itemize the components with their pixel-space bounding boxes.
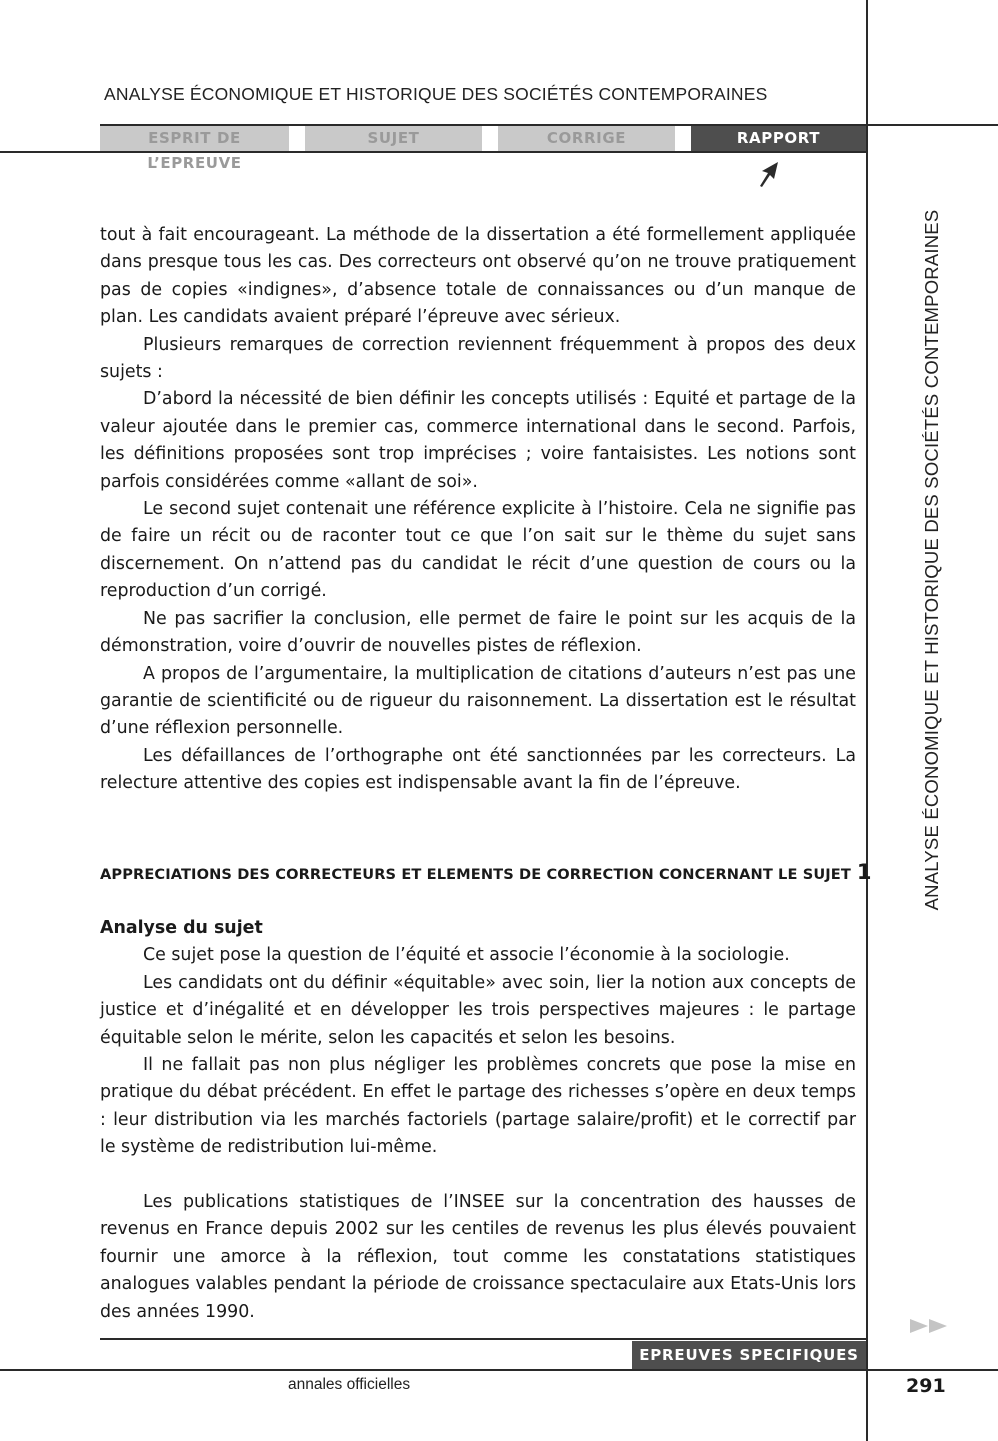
report-body xyxy=(100,222,856,798)
body-paragraph: A propos de l’argumentaire, la multiplication de citations d’auteurs n’est pas une garantie de scientificité ou de rigueur du raisonnement. La dissertation est le résultat d’une réflexion personnelle. xyxy=(100,663,856,739)
next-page-icon[interactable] xyxy=(908,1317,950,1335)
sidebar-vertical-title: ANALYSE ÉCONOMIQUE ET HISTORIQUE DES SOCIÉTÉS CONTEMPORAINES xyxy=(921,209,942,911)
tab-esprit-de-l-epreuve[interactable]: ESPRIT DE L’EPREUVE xyxy=(100,126,289,151)
body-paragraph: tout à fait encourageant. La méthode de la dissertation a été formellement appliquée dans presque tous les cas. Des correcteurs ont observé qu’on ne trouve pratiquement pas de copies «indignes», d’absence totale de connaissances ou d’un manque de plan. Les candidats avaient préparé l’épreuve avec sérieux. xyxy=(100,225,856,328)
body-paragraph: Ne pas sacrifier la conclusion, elle permet de faire le point sur les acquis de la démonstration, voire d’ouvrir de nouvelles pistes de réflexion. xyxy=(100,608,856,657)
tab-rapport[interactable]: RAPPORT xyxy=(691,126,866,151)
footer-rule xyxy=(0,1369,998,1371)
body-paragraph: Le second sujet contenait une référence explicite à l’histoire. Cela ne signifie pas de faire un récit ou de raconter tout ce que l’on sait sur le thème du sujet sans discernement. On n’attend pas du candidat le récit d’une question de cours ou la reproduction d’un corrigé. xyxy=(100,499,856,602)
tab-sujet[interactable]: SUJET xyxy=(305,126,482,151)
section-heading-text: APPRECIATIONS DES CORRECTEURS ET ELEMENTS DE CORRECTION CONCERNANT LE SUJET xyxy=(100,866,851,883)
section-paragraph: Il ne fallait pas non plus négliger les problèmes concrets que pose la mise en pratique du débat précédent. En effet le partage des richesses s’opère en deux temps : leur distribution via les marchés factoriels (partage salaire/profit) et le correctif par le système de redistribution lui-même. xyxy=(100,1055,856,1158)
page-header-title: ANALYSE ÉCONOMIQUE ET HISTORIQUE DES SOCIÉTÉS CONTEMPORAINES xyxy=(104,84,768,104)
page-number: 291 xyxy=(906,1375,946,1397)
tab-corrige[interactable]: CORRIGE xyxy=(498,126,675,151)
body-paragraph: Plusieurs remarques de correction reviennent fréquemment à propos des deux sujets : xyxy=(100,334,856,383)
section-paragraph: Les publications statistiques de l’INSEE sur la concentration des hausses de revenus en France depuis 2002 sur les centiles de revenus les plus élevés pouvaient fournir une amorce à la réflexion, tout comme les constatations statistiques analogues valables pendant la période de croissance spectaculaire aux Etats-Unis lors des années 1990. xyxy=(100,1192,856,1322)
section-body xyxy=(100,915,856,1326)
subheading: Analyse du sujet xyxy=(100,918,263,938)
publisher-label: annales officielles xyxy=(288,1376,411,1393)
footer-divider xyxy=(100,1338,868,1340)
vertical-rule xyxy=(866,0,868,1441)
footer-section-label: EPREUVES SPECIFIQUES xyxy=(632,1341,866,1369)
tabs-divider xyxy=(0,151,868,153)
section-number: 1 xyxy=(856,860,872,884)
section-heading xyxy=(100,860,872,884)
section-paragraph: Ce sujet pose la question de l’équité et associe l’économie à la sociologie. xyxy=(143,945,790,966)
body-paragraph: D’abord la nécessité de bien définir les concepts utilisés : Equité et partage de la valeur ajoutée dans le premier cas, commerce international dans le second. Parfois, les définitions proposées sont trop imprécises ; voire fantaisistes. Les notions sont parfois considérées comme «allant de soi». xyxy=(100,389,856,492)
section-paragraph: Les candidats ont du définir «équitable» avec soin, lier la notion aux concepts de justice et d’inégalité et en développer les trois perspectives majeures : le partage équitable selon le mérite, selon les capacités et selon les besoins. xyxy=(100,972,856,1048)
body-paragraph: Les défaillances de l’orthographe ont été sanctionnées par les correcteurs. La relecture attentive des copies est indispensable avant la fin de l’épreuve. xyxy=(100,745,856,794)
arrow-pointer-icon xyxy=(756,160,780,188)
